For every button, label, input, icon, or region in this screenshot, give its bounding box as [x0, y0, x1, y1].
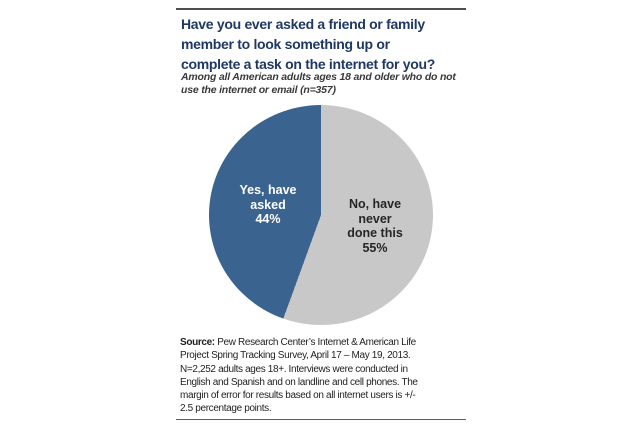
source-line-text: Pew Research Center’s Internet & American Life	[214, 337, 416, 348]
source-note	[180, 336, 418, 416]
bottom-divider	[176, 419, 466, 420]
source-line: N=2,252 adults ages 18+. Interviews were conducted in	[180, 363, 408, 375]
slice-label-no-text: No, have never done this	[347, 197, 403, 240]
source-label: Source:	[180, 337, 215, 348]
pie-chart	[209, 105, 433, 325]
chart-subtitle-line: use the internet or email (n=357)	[181, 84, 336, 96]
slice-label-no	[344, 197, 406, 255]
chart-subtitle-line: Among all American adults ages 18 and older who do not	[181, 71, 456, 83]
chart-subtitle	[181, 71, 456, 97]
slice-label-yes	[235, 183, 301, 227]
top-divider	[176, 8, 466, 10]
chart-title-line: complete a task on the internet for you?	[181, 56, 436, 72]
slice-percent-no: 55%	[362, 240, 388, 255]
source-line: 2.5 percentage points.	[180, 403, 272, 415]
source-line: Project Spring Tracking Survey, April 17 – May 19, 2013.	[180, 350, 411, 362]
source-line: English and Spanish and on landline and cell phones. The	[180, 376, 418, 388]
chart-title	[181, 14, 435, 74]
chart-title-line: member to look something up or	[181, 36, 390, 52]
source-line	[180, 336, 418, 349]
slice-label-yes-text: Yes, have asked	[239, 183, 297, 212]
source-line: margin of error for results based on all internet users is +/-	[180, 390, 416, 402]
chart-title-line: Have you ever asked a friend or family	[181, 16, 425, 32]
slice-percent-yes: 44%	[255, 212, 281, 226]
